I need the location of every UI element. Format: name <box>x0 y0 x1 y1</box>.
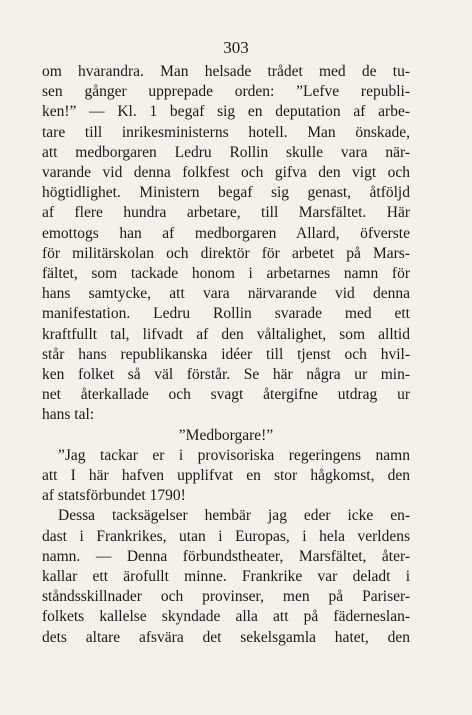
salutation: ”Medborgare!” <box>178 426 274 444</box>
text-line: manifestation. Ledru Rollin svarade med ett <box>42 305 410 323</box>
body-text <box>42 62 410 648</box>
text-line: sen gånger upprepade orden: ”Lefve republi- <box>42 83 410 101</box>
text-line: ståndsskillnader och provinser, men på Pariser- <box>42 588 410 606</box>
text-line: ken folket så väl förstår. Se här några ur min- <box>42 366 410 384</box>
text-line: dets altare afsvära det sekelsgamla hatet, den <box>42 628 410 646</box>
text-line: ken!” — Kl. 1 begaf sig en deputation af arbe- <box>42 103 410 121</box>
text-line: ”Jag tackar er i provisoriska regeringens namn <box>58 446 410 464</box>
text-line: står hans republikanska idéer till tjenst och hvil- <box>42 345 410 363</box>
text-line: af statsförbundet 1790! <box>42 487 186 505</box>
text-line: fältet, som tackade honom i arbetarnes namn för <box>42 265 410 283</box>
text-line: högtidlighet. Ministern begaf sig genast, åtföljd <box>42 184 410 202</box>
text-line: namn. — Denna förbundstheater, Marsfältet, åter- <box>42 547 410 565</box>
text-line: kallar ett ärofullt minne. Frankrike var deladt i <box>42 568 410 586</box>
text-line: varande vid denna folkfest och gifva den vigt och <box>42 164 410 182</box>
text-line: emottogs han af medborgaren Allard, öfverste <box>42 224 410 242</box>
text-line: hans tal: <box>42 406 95 424</box>
text-line: för militärskolan och direktör för arbetet på Mars- <box>42 244 410 262</box>
text-line: hans samtycke, att vara närvarande vid denna <box>42 285 410 303</box>
text-line: om hvarandra. Man helsade trådet med de tu- <box>42 63 410 80</box>
text-line: kraftfullt tal, lifvadt af den våltalighet, som alltid <box>42 325 410 343</box>
text-line: dast i Frankrikes, utan i Europas, i hela verldens <box>42 527 410 545</box>
text-line: tare till inrikesministerns hotell. Man önskade, <box>42 123 410 141</box>
text-line: att I här hafven upplifvat en stor hågkomst, den <box>42 467 410 485</box>
text-line: folkets kallelse skyndade alla att på fäderneslan- <box>42 608 410 626</box>
text-line: af flere hundra arbetare, till Marsfältet. Här <box>42 204 410 222</box>
text-line: net återkallade och svagt återgifne utdrag ur <box>42 386 410 404</box>
text-line: Dessa tacksägelser hembär jag eder icke en- <box>58 507 410 525</box>
page-number: 303 <box>223 38 249 57</box>
text-line: att medborgaren Ledru Rollin skulle vara när- <box>42 143 410 161</box>
